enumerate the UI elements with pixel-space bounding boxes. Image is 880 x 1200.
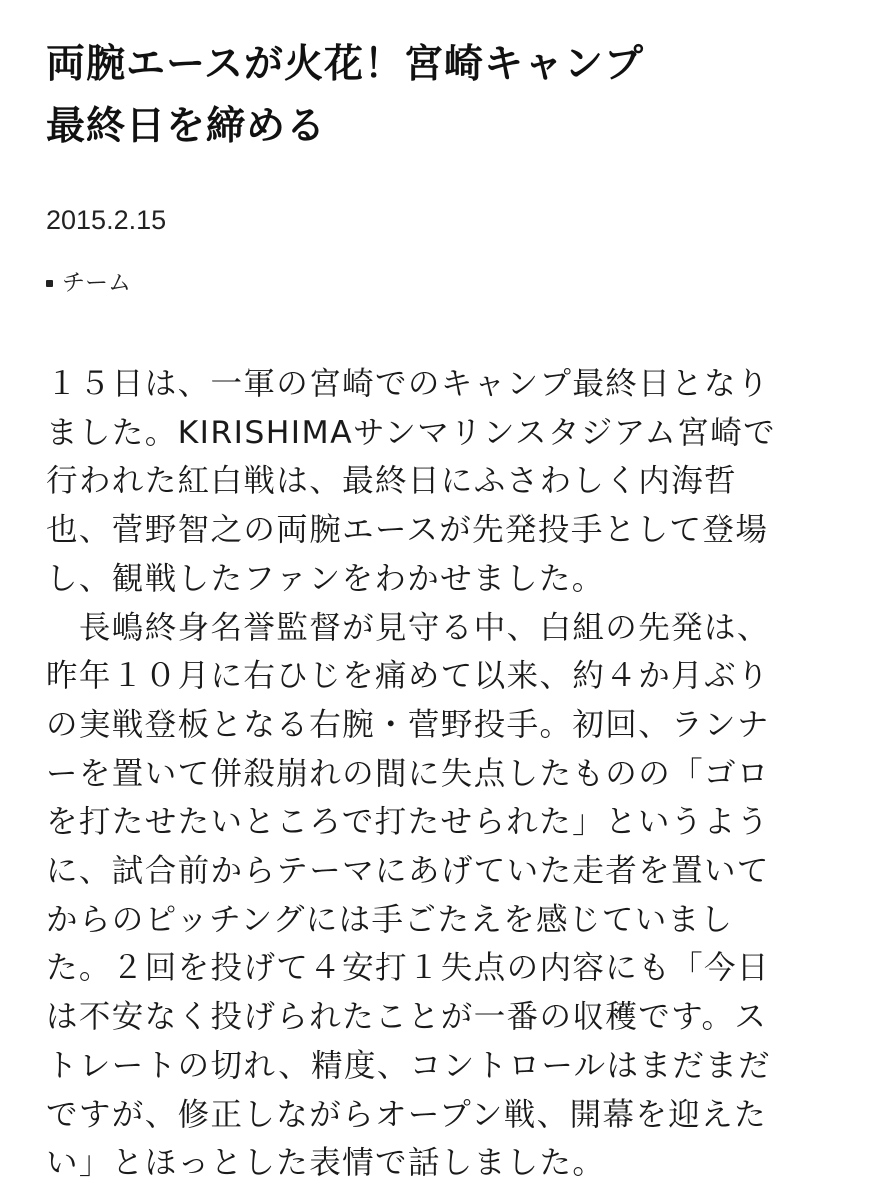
body-line: い」とほっとした表情で話しました。 (46, 1145, 606, 1182)
article-title (46, 34, 846, 158)
article-title-line: 両腕エースが火花！宮崎キャンプ (46, 42, 645, 87)
body-line: 昨年１０月に右ひじを痛めて以来、約４か月ぶり (46, 658, 770, 695)
bullet-icon (46, 280, 53, 287)
body-line: 行われた紅白戦は、最終日にふさわしく内海哲 (46, 463, 737, 500)
article-title-line: 最終日を締める (46, 104, 327, 149)
article-date: 2015.2.15 (46, 205, 167, 235)
body-line: 也、菅野智之の両腕エースが先発投手として登場 (46, 512, 769, 549)
body-line: １５日は、一軍の宮崎でのキャンプ最終日となり (46, 366, 770, 402)
body-line: ですが、修正しながらオープン戦、開幕を迎えた (46, 1096, 767, 1133)
body-line: を打たせたいところで打たせられた」というよう (46, 804, 770, 841)
body-line: からのピッチングには手ごたえを感じていまし (46, 901, 734, 938)
category-label: チーム (62, 270, 131, 296)
body-line: の実戦登板となる右腕・菅野投手。初回、ランナ (46, 706, 770, 743)
article (46, 34, 846, 1182)
body-line: に、試合前からテーマにあげていた走者を置いて (46, 853, 770, 890)
body-line: トレートの切れ、精度、コントロールはまだまだ (46, 1047, 772, 1084)
body-line: ーを置いて併殺崩れの間に失点したものの「ゴロ (46, 755, 770, 792)
category-tag[interactable] (46, 268, 131, 298)
body-line: は不安なく投げられたことが一番の収穫です。ス (46, 999, 768, 1036)
article-body (46, 360, 846, 1188)
body-line: し、観戦したファンをわかせました。 (46, 560, 605, 597)
body-line: 長嶋終身名誉監督が見守る中、白組の先発は、 (46, 609, 770, 646)
body-line: た。２回を投げて４安打１失点の内容にも「今日 (46, 950, 770, 987)
body-line: ました。KIRISHIMAサンマリンスタジアム宮崎で (46, 414, 776, 451)
